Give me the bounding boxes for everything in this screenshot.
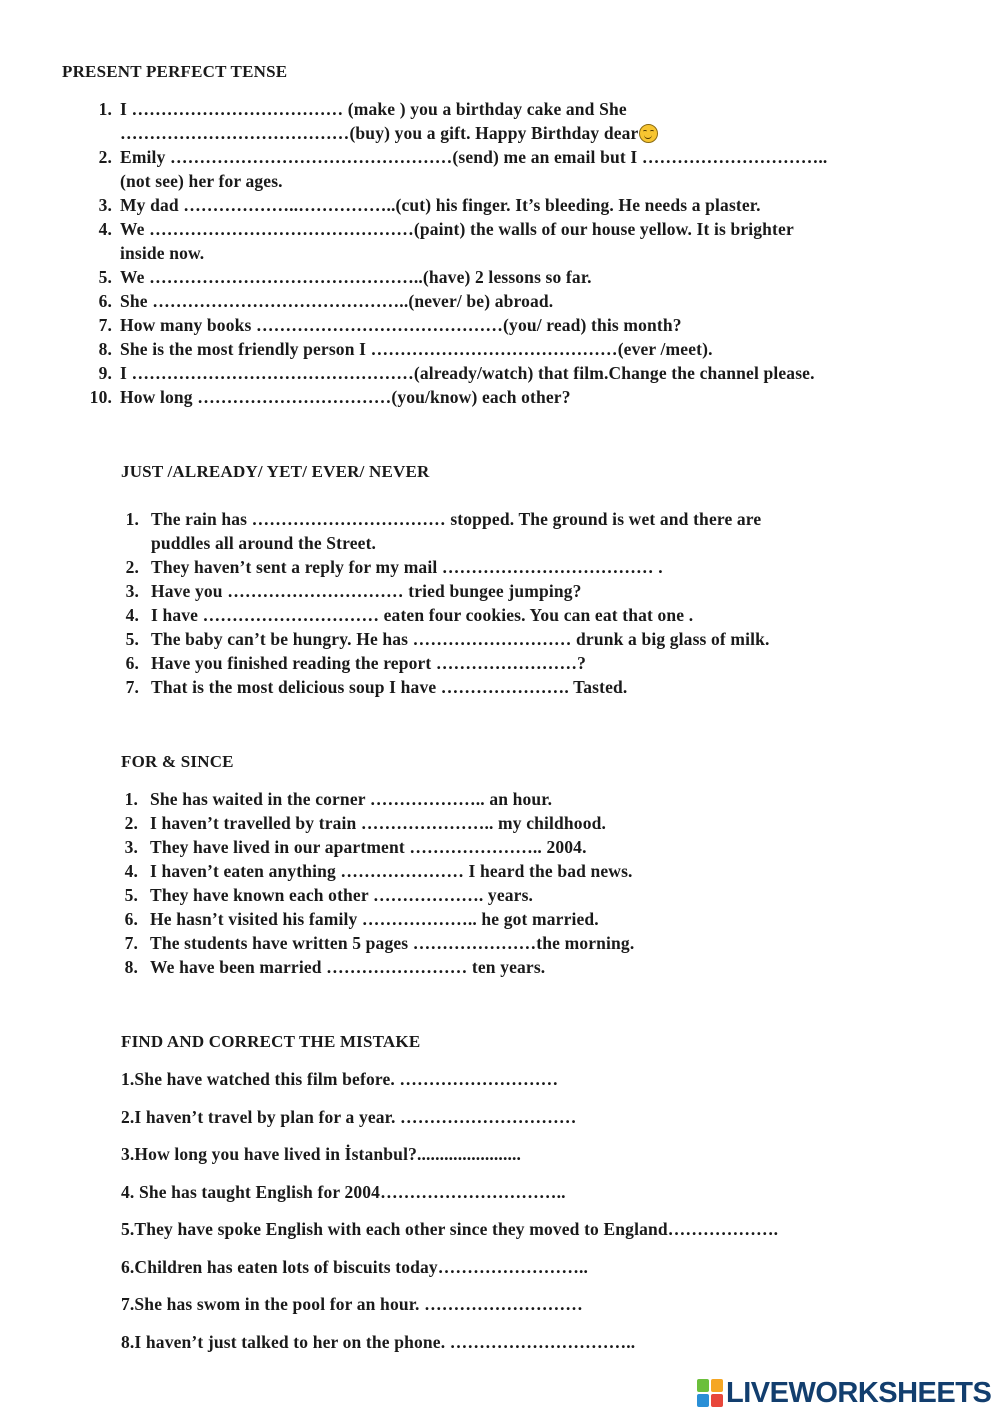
list-item [98, 265, 827, 289]
item-number: 10. [89, 387, 112, 407]
item-number: 8. [98, 339, 112, 359]
section-title-adverbs: JUST /ALREADY/ YET/ EVER/ NEVER [121, 462, 430, 481]
list-item [125, 603, 770, 627]
item-text: Emily …………………………………………(send) me an email but I ………………………….. [120, 147, 828, 167]
list-item [125, 675, 770, 699]
logo-square-red [711, 1394, 723, 1407]
list-item [98, 313, 827, 337]
item-number: 2. [98, 147, 112, 167]
item-number: 6. [124, 909, 138, 929]
adverbs-exercise-list [125, 507, 770, 699]
item-number: 7. [98, 315, 112, 335]
item-number: 6. [125, 653, 139, 673]
list-item [89, 385, 827, 409]
item-text: She ……………………………………..(never/ be) abroad. [120, 291, 554, 311]
item-number: 8. [124, 957, 138, 977]
item-text: How long ……………………………(you/know) each other? [120, 387, 571, 407]
liveworksheets-logo-icon [697, 1379, 723, 1407]
list-item: 2.I haven’t travel by plan for a year. ………………………… [121, 1106, 577, 1127]
liveworksheets-watermark [697, 1378, 991, 1408]
item-text: I have ………………………… eaten four cookies. You can eat that one . [151, 605, 694, 625]
item-text: They haven’t sent a reply for my mail ……………………………… . [151, 557, 663, 577]
list-item [98, 97, 827, 145]
list-item [98, 217, 827, 265]
list-item: 7.She has swom in the pool for an hour. ……………………… [121, 1294, 583, 1314]
list-item [124, 907, 634, 931]
list-item [98, 337, 827, 361]
item-number: 9. [98, 363, 112, 383]
item-number: 3. [125, 581, 139, 601]
item-text: They have known each other ………………. years. [150, 885, 534, 905]
list-item [124, 835, 634, 859]
section-title-find-mistake: FIND AND CORRECT THE MISTAKE [121, 1032, 421, 1051]
item-number: 1. [125, 509, 139, 529]
item-text: I ……………………………… (make ) you a birthday cake and She [120, 99, 627, 119]
list-item [124, 787, 634, 811]
liveworksheets-logo-text: LIVEWORKSHEETS [726, 1377, 992, 1409]
item-text: He hasn’t visited his family ……………….. he got married. [150, 909, 599, 929]
item-number: 6. [98, 291, 112, 311]
item-text-continued: (not see) her for ages. [120, 171, 283, 191]
list-item: 5.They have spoke English with each other since they moved to England………………. [121, 1219, 779, 1239]
item-number: 7. [125, 677, 139, 697]
item-text: The baby can’t be hungry. He has ……………………… drunk a big glass of milk. [151, 629, 770, 649]
item-text: She is the most friendly person I ……………………………………(ever /meet). [120, 339, 713, 359]
list-item [125, 579, 770, 603]
list-item: 1.She have watched this film before. ……………………… [121, 1069, 559, 1089]
item-text: That is the most delicious soup I have …………………. Tasted. [151, 677, 628, 697]
item-number: 2. [125, 557, 139, 577]
list-item [124, 859, 634, 883]
item-text-continued: inside now. [120, 243, 205, 263]
list-item: 3.How long you have lived in İstanbul?....................... [121, 1144, 522, 1164]
section-title-present-perfect: PRESENT PERFECT TENSE [62, 62, 288, 81]
item-number: 5. [98, 267, 112, 287]
item-text: She has waited in the corner ……………….. an hour. [150, 789, 553, 809]
item-number: 5. [124, 885, 138, 905]
item-number: 7. [124, 933, 138, 953]
list-item [98, 289, 827, 313]
item-text: My dad ………………..……………..(cut) his finger. It’s bleeding. He needs a plaster. [120, 195, 761, 215]
item-text: I …………………………………………(already/watch) that film.Change the channel please. [120, 363, 815, 383]
item-text: How many books ……………………………………(you/ read) this month? [120, 315, 682, 335]
list-item [125, 507, 770, 555]
list-item [98, 145, 828, 193]
for-since-exercise-list [124, 787, 635, 979]
item-number: 5. [125, 629, 139, 649]
smiling-face-emoji-icon [639, 124, 658, 143]
list-item [98, 193, 827, 217]
item-text: We ………………………………………..(have) 2 lessons so far. [120, 267, 592, 287]
item-text: The rain has …………………………… stopped. The ground is wet and there are [151, 509, 762, 529]
item-text: Have you ………………………… tried bungee jumping? [151, 581, 582, 601]
item-text: Have you finished reading the report ……………………? [151, 653, 587, 673]
item-text: We have been married …………………… ten years. [150, 957, 546, 977]
list-item [125, 651, 770, 675]
item-text-continued: …………………………………(buy) you a gift. Happy Birthday dear [120, 123, 639, 143]
item-text: I haven’t eaten anything ………………… I heard the bad news. [150, 861, 633, 881]
list-item [125, 627, 770, 651]
item-number: 4. [98, 219, 112, 239]
section-title-for-since: FOR & SINCE [121, 752, 234, 771]
item-text: I haven’t travelled by train ………………….. my childhood. [150, 813, 607, 833]
item-number: 4. [124, 861, 138, 881]
list-item: 6.Children has eaten lots of biscuits today…………………….. [121, 1256, 589, 1277]
list-item: 4. She has taught English for 2004………………………….. [121, 1181, 566, 1202]
item-text: The students have written 5 pages …………………the morning. [150, 933, 635, 953]
item-number: 2. [124, 813, 138, 833]
item-number: 4. [125, 605, 139, 625]
present-perfect-exercise-list [89, 97, 828, 409]
item-text-continued: puddles all around the Street. [151, 533, 377, 553]
item-text: We ………………………………………(paint) the walls of our house yellow. It is brighter [120, 219, 794, 239]
item-text: They have lived in our apartment ………………….. 2004. [150, 837, 587, 857]
list-item [124, 883, 634, 907]
list-item [124, 955, 634, 979]
logo-square-blue [697, 1394, 709, 1407]
find-mistake-exercise-list [121, 1067, 778, 1367]
list-item [98, 361, 827, 385]
item-number: 1. [124, 789, 138, 809]
list-item [124, 931, 635, 955]
item-number: 3. [124, 837, 138, 857]
logo-square-orange [711, 1379, 723, 1392]
logo-square-green [697, 1379, 709, 1392]
list-item: 8.I haven’t just talked to her on the phone. ………………………….. [121, 1331, 636, 1352]
list-item [124, 811, 634, 835]
list-item [125, 555, 770, 579]
item-number: 3. [98, 195, 112, 215]
item-number: 1. [98, 99, 112, 119]
